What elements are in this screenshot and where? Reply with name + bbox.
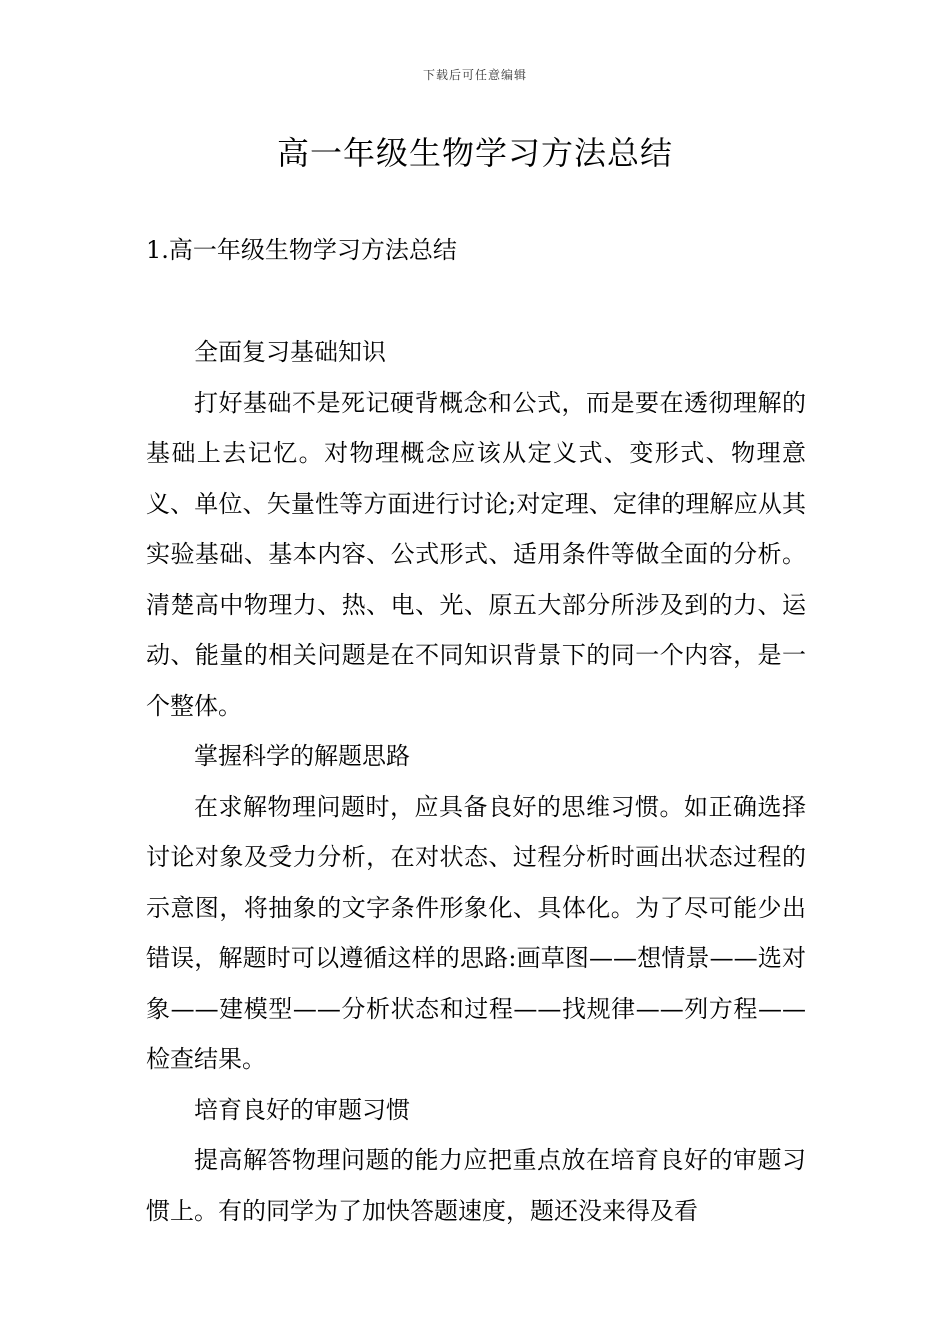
subheading-problem-solving: 掌握科学的解题思路: [194, 742, 410, 770]
section-heading: 1.高一年级生物学习方法总结: [146, 236, 457, 264]
header-note: 下载后可任意编辑: [422, 68, 527, 82]
document-title: 高一年级生物学习方法总结: [276, 134, 673, 172]
paragraph-problem-solving: 在求解物理问题时，应具备良好的思维习惯。如正确选择讨论对象及受力分析，在对状态、过程分析时画出状态过程的示意图，将抽象的文字条件形象化、具体化。为了尽可能少出错误，解题时可以遵循这样的思路:画草图——想情景——选对象——建模型——分析状态和过程——找规律——列方程——检查结果。: [146, 792, 806, 1073]
document-body: [146, 327, 806, 1236]
paragraph-reading-habits: 提高解答物理问题的能力应把重点放在培育良好的审题习惯上。有的同学为了加快答题速度，题还没来得及看: [146, 1146, 806, 1225]
paragraph-basics: 打好基础不是死记硬背概念和公式，而是要在透彻理解的基础上去记忆。对物理概念应该从定义式、变形式、物理意义、单位、矢量性等方面进行讨论;对定理、定律的理解应从其实验基础、基本内容、公式形式、适用条件等做全面的分析。清楚高中物理力、热、电、光、原五大部分所涉及到的力、运动、能量的相关问题是在不同知识背景下的同一个内容，是一个整体。: [146, 388, 806, 720]
subheading-review-basics: 全面复习基础知识: [194, 338, 386, 366]
subheading-reading-habits: 培育良好的审题习惯: [194, 1095, 410, 1124]
